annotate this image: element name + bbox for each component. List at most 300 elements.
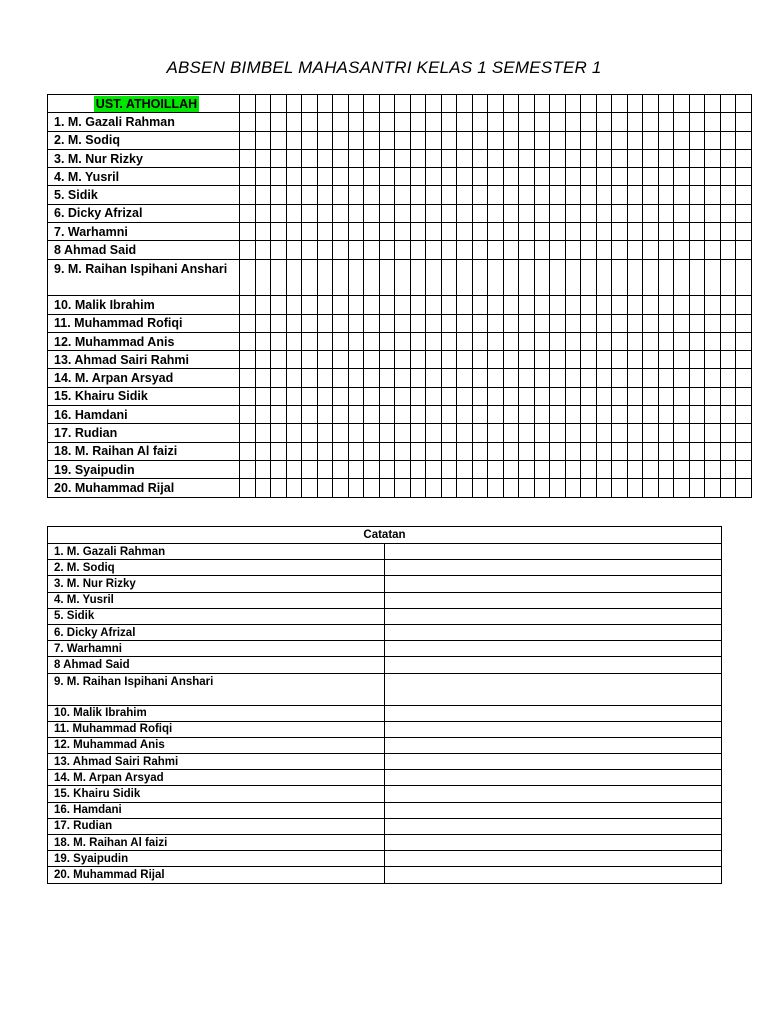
attendance-cell[interactable] (364, 424, 380, 442)
attendance-cell[interactable] (658, 186, 674, 204)
attendance-cell[interactable] (736, 259, 752, 296)
attendance-cell[interactable] (348, 168, 364, 186)
attendance-cell[interactable] (534, 479, 550, 497)
attendance-cell[interactable] (255, 369, 271, 387)
attendance-cell[interactable] (317, 314, 333, 332)
attendance-cell[interactable] (286, 223, 302, 241)
attendance-cell[interactable] (271, 131, 287, 149)
notes-cell[interactable] (385, 544, 722, 560)
attendance-cell[interactable] (736, 223, 752, 241)
attendance-cell[interactable] (395, 387, 411, 405)
attendance-cell[interactable] (674, 387, 690, 405)
attendance-cell[interactable] (503, 186, 519, 204)
attendance-cell[interactable] (255, 406, 271, 424)
attendance-cell[interactable] (612, 332, 628, 350)
attendance-cell[interactable] (596, 131, 612, 149)
attendance-cell[interactable] (565, 479, 581, 497)
attendance-cell[interactable] (643, 387, 659, 405)
attendance-cell[interactable] (302, 204, 318, 222)
attendance-cell[interactable] (627, 387, 643, 405)
attendance-cell[interactable] (705, 351, 721, 369)
attendance-cell[interactable] (643, 113, 659, 131)
attendance-cell[interactable] (627, 369, 643, 387)
notes-cell[interactable] (385, 786, 722, 802)
attendance-cell[interactable] (472, 314, 488, 332)
attendance-cell[interactable] (488, 369, 504, 387)
attendance-cell[interactable] (488, 95, 504, 113)
attendance-cell[interactable] (565, 406, 581, 424)
attendance-cell[interactable] (488, 296, 504, 314)
attendance-cell[interactable] (286, 149, 302, 167)
attendance-cell[interactable] (720, 442, 736, 460)
attendance-cell[interactable] (581, 479, 597, 497)
attendance-cell[interactable] (689, 314, 705, 332)
attendance-cell[interactable] (705, 424, 721, 442)
notes-cell[interactable] (385, 737, 722, 753)
attendance-cell[interactable] (457, 131, 473, 149)
attendance-cell[interactable] (410, 406, 426, 424)
attendance-cell[interactable] (457, 314, 473, 332)
attendance-cell[interactable] (503, 223, 519, 241)
attendance-cell[interactable] (658, 223, 674, 241)
attendance-cell[interactable] (364, 460, 380, 478)
notes-cell[interactable] (385, 608, 722, 624)
attendance-cell[interactable] (627, 204, 643, 222)
attendance-cell[interactable] (348, 149, 364, 167)
attendance-cell[interactable] (441, 351, 457, 369)
attendance-cell[interactable] (689, 406, 705, 424)
attendance-cell[interactable] (317, 442, 333, 460)
attendance-cell[interactable] (457, 204, 473, 222)
attendance-cell[interactable] (658, 296, 674, 314)
attendance-cell[interactable] (503, 314, 519, 332)
attendance-cell[interactable] (240, 149, 256, 167)
attendance-cell[interactable] (333, 314, 349, 332)
attendance-cell[interactable] (643, 351, 659, 369)
attendance-cell[interactable] (736, 186, 752, 204)
attendance-cell[interactable] (503, 351, 519, 369)
attendance-cell[interactable] (705, 168, 721, 186)
attendance-cell[interactable] (581, 442, 597, 460)
attendance-cell[interactable] (395, 259, 411, 296)
attendance-cell[interactable] (286, 369, 302, 387)
attendance-cell[interactable] (457, 369, 473, 387)
attendance-cell[interactable] (426, 95, 442, 113)
attendance-cell[interactable] (720, 369, 736, 387)
attendance-cell[interactable] (519, 259, 535, 296)
attendance-cell[interactable] (286, 314, 302, 332)
attendance-cell[interactable] (565, 186, 581, 204)
attendance-cell[interactable] (426, 332, 442, 350)
attendance-cell[interactable] (395, 351, 411, 369)
attendance-cell[interactable] (674, 406, 690, 424)
attendance-cell[interactable] (426, 149, 442, 167)
attendance-cell[interactable] (550, 186, 566, 204)
attendance-cell[interactable] (271, 332, 287, 350)
attendance-cell[interactable] (379, 351, 395, 369)
attendance-cell[interactable] (255, 351, 271, 369)
attendance-cell[interactable] (596, 387, 612, 405)
attendance-cell[interactable] (488, 131, 504, 149)
attendance-cell[interactable] (364, 296, 380, 314)
attendance-cell[interactable] (627, 149, 643, 167)
attendance-cell[interactable] (519, 168, 535, 186)
attendance-cell[interactable] (550, 332, 566, 350)
attendance-cell[interactable] (705, 204, 721, 222)
attendance-cell[interactable] (271, 95, 287, 113)
attendance-cell[interactable] (565, 149, 581, 167)
attendance-cell[interactable] (674, 113, 690, 131)
attendance-cell[interactable] (627, 424, 643, 442)
attendance-cell[interactable] (643, 131, 659, 149)
attendance-cell[interactable] (441, 113, 457, 131)
attendance-cell[interactable] (596, 351, 612, 369)
attendance-cell[interactable] (441, 149, 457, 167)
attendance-cell[interactable] (550, 204, 566, 222)
attendance-cell[interactable] (720, 204, 736, 222)
attendance-cell[interactable] (240, 223, 256, 241)
attendance-cell[interactable] (720, 149, 736, 167)
attendance-cell[interactable] (317, 241, 333, 259)
attendance-cell[interactable] (720, 314, 736, 332)
attendance-cell[interactable] (286, 113, 302, 131)
notes-cell[interactable] (385, 624, 722, 640)
attendance-cell[interactable] (240, 186, 256, 204)
notes-cell[interactable] (385, 641, 722, 657)
attendance-cell[interactable] (457, 351, 473, 369)
attendance-cell[interactable] (736, 424, 752, 442)
attendance-cell[interactable] (519, 204, 535, 222)
attendance-cell[interactable] (348, 369, 364, 387)
attendance-cell[interactable] (488, 186, 504, 204)
attendance-cell[interactable] (286, 460, 302, 478)
notes-cell[interactable] (385, 770, 722, 786)
attendance-cell[interactable] (472, 168, 488, 186)
attendance-cell[interactable] (736, 241, 752, 259)
attendance-cell[interactable] (643, 369, 659, 387)
attendance-cell[interactable] (457, 296, 473, 314)
attendance-cell[interactable] (596, 424, 612, 442)
attendance-cell[interactable] (674, 149, 690, 167)
attendance-cell[interactable] (705, 186, 721, 204)
attendance-cell[interactable] (503, 424, 519, 442)
attendance-cell[interactable] (627, 460, 643, 478)
attendance-cell[interactable] (333, 424, 349, 442)
attendance-cell[interactable] (674, 296, 690, 314)
attendance-cell[interactable] (674, 168, 690, 186)
attendance-cell[interactable] (550, 259, 566, 296)
attendance-cell[interactable] (550, 351, 566, 369)
attendance-cell[interactable] (503, 296, 519, 314)
attendance-cell[interactable] (674, 204, 690, 222)
attendance-cell[interactable] (674, 460, 690, 478)
attendance-cell[interactable] (457, 241, 473, 259)
attendance-cell[interactable] (565, 460, 581, 478)
attendance-cell[interactable] (317, 113, 333, 131)
attendance-cell[interactable] (643, 259, 659, 296)
attendance-cell[interactable] (302, 296, 318, 314)
attendance-cell[interactable] (565, 131, 581, 149)
attendance-cell[interactable] (441, 241, 457, 259)
attendance-cell[interactable] (674, 479, 690, 497)
attendance-cell[interactable] (565, 387, 581, 405)
attendance-cell[interactable] (271, 223, 287, 241)
attendance-cell[interactable] (503, 479, 519, 497)
attendance-cell[interactable] (736, 369, 752, 387)
attendance-cell[interactable] (457, 168, 473, 186)
attendance-cell[interactable] (333, 369, 349, 387)
attendance-cell[interactable] (658, 149, 674, 167)
attendance-cell[interactable] (333, 296, 349, 314)
attendance-cell[interactable] (333, 241, 349, 259)
attendance-cell[interactable] (720, 186, 736, 204)
attendance-cell[interactable] (286, 204, 302, 222)
attendance-cell[interactable] (658, 259, 674, 296)
attendance-cell[interactable] (488, 223, 504, 241)
attendance-cell[interactable] (705, 387, 721, 405)
attendance-cell[interactable] (612, 351, 628, 369)
attendance-cell[interactable] (565, 223, 581, 241)
attendance-cell[interactable] (240, 460, 256, 478)
attendance-cell[interactable] (689, 168, 705, 186)
attendance-cell[interactable] (302, 241, 318, 259)
attendance-cell[interactable] (596, 186, 612, 204)
attendance-cell[interactable] (255, 424, 271, 442)
attendance-cell[interactable] (689, 131, 705, 149)
attendance-cell[interactable] (441, 168, 457, 186)
attendance-cell[interactable] (612, 168, 628, 186)
attendance-cell[interactable] (503, 332, 519, 350)
attendance-cell[interactable] (503, 442, 519, 460)
attendance-cell[interactable] (581, 351, 597, 369)
attendance-cell[interactable] (410, 241, 426, 259)
attendance-cell[interactable] (317, 332, 333, 350)
attendance-cell[interactable] (488, 460, 504, 478)
attendance-cell[interactable] (410, 460, 426, 478)
attendance-cell[interactable] (379, 314, 395, 332)
attendance-cell[interactable] (503, 369, 519, 387)
attendance-cell[interactable] (348, 259, 364, 296)
attendance-cell[interactable] (441, 332, 457, 350)
attendance-cell[interactable] (255, 113, 271, 131)
attendance-cell[interactable] (519, 296, 535, 314)
attendance-cell[interactable] (457, 332, 473, 350)
attendance-cell[interactable] (426, 204, 442, 222)
attendance-cell[interactable] (565, 442, 581, 460)
attendance-cell[interactable] (674, 332, 690, 350)
attendance-cell[interactable] (534, 351, 550, 369)
attendance-cell[interactable] (581, 259, 597, 296)
attendance-cell[interactable] (565, 204, 581, 222)
attendance-cell[interactable] (364, 241, 380, 259)
attendance-cell[interactable] (720, 460, 736, 478)
attendance-cell[interactable] (379, 186, 395, 204)
attendance-cell[interactable] (472, 442, 488, 460)
attendance-cell[interactable] (612, 314, 628, 332)
attendance-cell[interactable] (736, 332, 752, 350)
attendance-cell[interactable] (581, 168, 597, 186)
attendance-cell[interactable] (379, 95, 395, 113)
attendance-cell[interactable] (658, 168, 674, 186)
attendance-cell[interactable] (565, 424, 581, 442)
attendance-cell[interactable] (720, 351, 736, 369)
attendance-cell[interactable] (240, 406, 256, 424)
attendance-cell[interactable] (379, 406, 395, 424)
attendance-cell[interactable] (317, 259, 333, 296)
attendance-cell[interactable] (612, 369, 628, 387)
attendance-cell[interactable] (472, 387, 488, 405)
attendance-cell[interactable] (472, 113, 488, 131)
attendance-cell[interactable] (410, 314, 426, 332)
notes-cell[interactable] (385, 754, 722, 770)
attendance-cell[interactable] (395, 223, 411, 241)
attendance-cell[interactable] (317, 387, 333, 405)
attendance-cell[interactable] (286, 168, 302, 186)
attendance-cell[interactable] (271, 442, 287, 460)
attendance-cell[interactable] (596, 95, 612, 113)
attendance-cell[interactable] (519, 186, 535, 204)
attendance-cell[interactable] (379, 168, 395, 186)
attendance-cell[interactable] (348, 424, 364, 442)
attendance-cell[interactable] (317, 95, 333, 113)
attendance-cell[interactable] (255, 442, 271, 460)
attendance-cell[interactable] (488, 168, 504, 186)
attendance-cell[interactable] (240, 113, 256, 131)
notes-cell[interactable] (385, 560, 722, 576)
attendance-cell[interactable] (612, 241, 628, 259)
attendance-cell[interactable] (736, 406, 752, 424)
attendance-cell[interactable] (581, 314, 597, 332)
attendance-cell[interactable] (550, 113, 566, 131)
attendance-cell[interactable] (472, 424, 488, 442)
attendance-cell[interactable] (736, 131, 752, 149)
attendance-cell[interactable] (596, 168, 612, 186)
attendance-cell[interactable] (596, 113, 612, 131)
attendance-cell[interactable] (379, 241, 395, 259)
attendance-cell[interactable] (410, 332, 426, 350)
attendance-cell[interactable] (519, 113, 535, 131)
attendance-cell[interactable] (488, 149, 504, 167)
attendance-cell[interactable] (379, 332, 395, 350)
attendance-cell[interactable] (581, 113, 597, 131)
attendance-cell[interactable] (348, 406, 364, 424)
attendance-cell[interactable] (255, 259, 271, 296)
attendance-cell[interactable] (240, 314, 256, 332)
attendance-cell[interactable] (736, 296, 752, 314)
attendance-cell[interactable] (255, 149, 271, 167)
attendance-cell[interactable] (348, 314, 364, 332)
attendance-cell[interactable] (612, 186, 628, 204)
attendance-cell[interactable] (689, 241, 705, 259)
attendance-cell[interactable] (441, 369, 457, 387)
attendance-cell[interactable] (255, 95, 271, 113)
attendance-cell[interactable] (643, 186, 659, 204)
attendance-cell[interactable] (410, 351, 426, 369)
attendance-cell[interactable] (255, 131, 271, 149)
attendance-cell[interactable] (689, 351, 705, 369)
attendance-cell[interactable] (643, 95, 659, 113)
attendance-cell[interactable] (627, 351, 643, 369)
attendance-cell[interactable] (674, 95, 690, 113)
attendance-cell[interactable] (674, 442, 690, 460)
attendance-cell[interactable] (379, 369, 395, 387)
attendance-cell[interactable] (302, 168, 318, 186)
attendance-cell[interactable] (689, 479, 705, 497)
attendance-cell[interactable] (627, 241, 643, 259)
attendance-cell[interactable] (519, 369, 535, 387)
attendance-cell[interactable] (286, 332, 302, 350)
attendance-cell[interactable] (472, 223, 488, 241)
attendance-cell[interactable] (271, 113, 287, 131)
attendance-cell[interactable] (519, 332, 535, 350)
attendance-cell[interactable] (534, 406, 550, 424)
attendance-cell[interactable] (627, 314, 643, 332)
attendance-cell[interactable] (627, 406, 643, 424)
attendance-cell[interactable] (472, 95, 488, 113)
attendance-cell[interactable] (627, 259, 643, 296)
attendance-cell[interactable] (410, 296, 426, 314)
attendance-cell[interactable] (426, 186, 442, 204)
attendance-cell[interactable] (689, 424, 705, 442)
attendance-cell[interactable] (286, 131, 302, 149)
attendance-cell[interactable] (565, 113, 581, 131)
attendance-cell[interactable] (255, 314, 271, 332)
attendance-cell[interactable] (472, 204, 488, 222)
attendance-cell[interactable] (379, 149, 395, 167)
attendance-cell[interactable] (472, 131, 488, 149)
attendance-cell[interactable] (472, 241, 488, 259)
attendance-cell[interactable] (689, 204, 705, 222)
attendance-cell[interactable] (333, 95, 349, 113)
attendance-cell[interactable] (317, 479, 333, 497)
attendance-cell[interactable] (472, 149, 488, 167)
attendance-cell[interactable] (379, 442, 395, 460)
attendance-cell[interactable] (643, 442, 659, 460)
attendance-cell[interactable] (271, 186, 287, 204)
attendance-cell[interactable] (286, 479, 302, 497)
attendance-cell[interactable] (302, 479, 318, 497)
notes-cell[interactable] (385, 721, 722, 737)
attendance-cell[interactable] (286, 259, 302, 296)
attendance-cell[interactable] (472, 369, 488, 387)
attendance-cell[interactable] (286, 442, 302, 460)
attendance-cell[interactable] (736, 113, 752, 131)
attendance-cell[interactable] (596, 149, 612, 167)
attendance-cell[interactable] (720, 95, 736, 113)
attendance-cell[interactable] (317, 406, 333, 424)
attendance-cell[interactable] (596, 460, 612, 478)
attendance-cell[interactable] (581, 223, 597, 241)
attendance-cell[interactable] (581, 369, 597, 387)
attendance-cell[interactable] (689, 442, 705, 460)
attendance-cell[interactable] (503, 387, 519, 405)
attendance-cell[interactable] (534, 424, 550, 442)
attendance-cell[interactable] (426, 131, 442, 149)
attendance-cell[interactable] (410, 442, 426, 460)
attendance-cell[interactable] (240, 479, 256, 497)
attendance-cell[interactable] (674, 314, 690, 332)
attendance-cell[interactable] (240, 369, 256, 387)
attendance-cell[interactable] (441, 406, 457, 424)
attendance-cell[interactable] (302, 131, 318, 149)
attendance-cell[interactable] (333, 113, 349, 131)
attendance-cell[interactable] (395, 204, 411, 222)
attendance-cell[interactable] (612, 113, 628, 131)
attendance-cell[interactable] (503, 95, 519, 113)
attendance-cell[interactable] (317, 131, 333, 149)
attendance-cell[interactable] (534, 186, 550, 204)
attendance-cell[interactable] (720, 387, 736, 405)
